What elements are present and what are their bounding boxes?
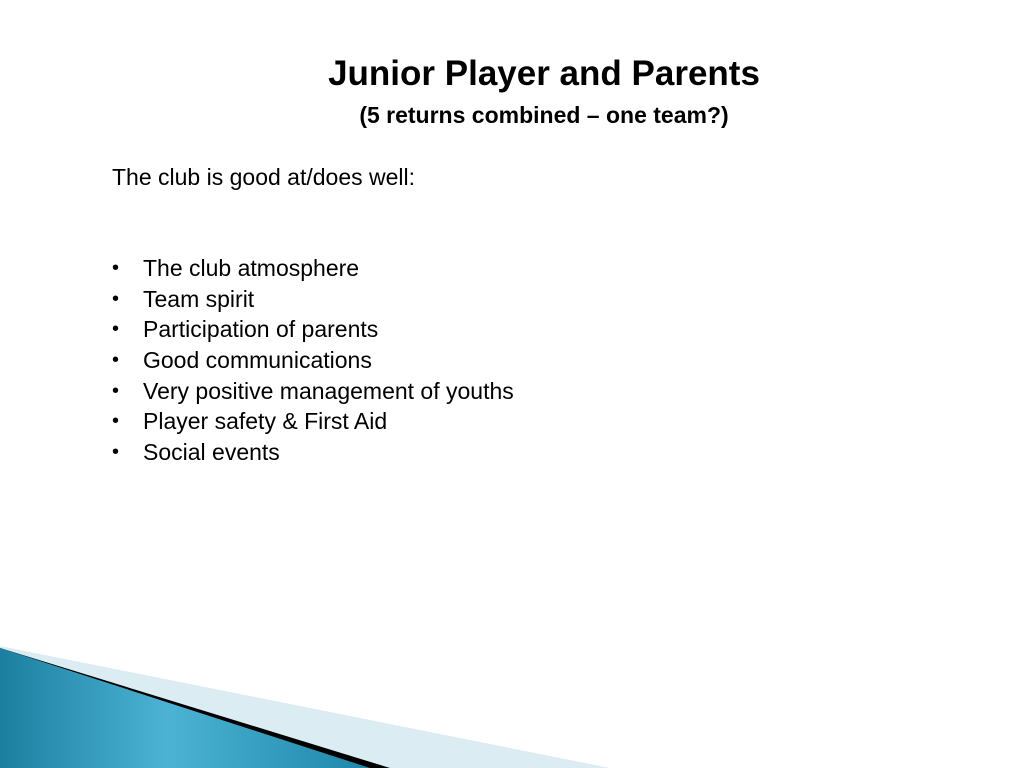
slide-title: Junior Player and Parents [328, 54, 760, 93]
bullet-icon: • [112, 441, 120, 464]
bullet-text: Participation of parents [143, 316, 379, 343]
bullet-text: Very positive management of youths [143, 377, 514, 404]
intro-text: The club is good at/does well: [112, 164, 416, 190]
bullet-text: Player safety & First Aid [143, 408, 388, 435]
bullet-text: Good communications [143, 347, 372, 374]
bullet-text: Team spirit [143, 285, 255, 312]
bullet-text: The club atmosphere [143, 255, 360, 281]
bullet-icon: • [112, 349, 120, 372]
bullet-icon: • [112, 287, 120, 310]
bullet-text: Social events [143, 439, 280, 466]
bullet-icon: • [112, 379, 120, 402]
bullet-icon: • [112, 410, 120, 433]
teal-swoosh [0, 648, 370, 768]
bullet-icon: • [112, 318, 120, 341]
slide-subtitle: (5 returns combined – one team?) [359, 102, 729, 128]
bullet-icon: • [112, 257, 120, 279]
corner-swoosh-decoration [0, 640, 1024, 768]
